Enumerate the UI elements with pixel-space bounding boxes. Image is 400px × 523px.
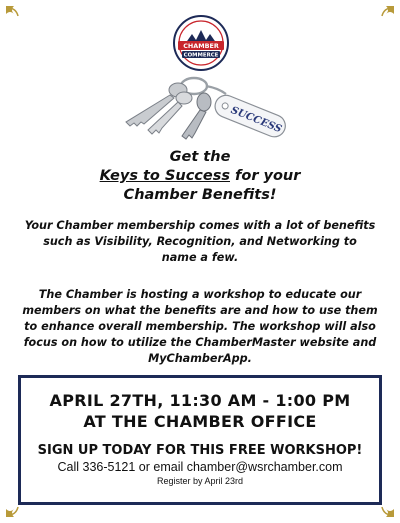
headline-line1: Get the [169, 149, 231, 165]
corner-fleur-icon [374, 4, 396, 26]
logo-text-commerce: COMMERCE [183, 52, 219, 59]
corner-fleur-icon [4, 4, 26, 26]
logo-text-chamber: CHAMBER [183, 42, 219, 51]
keytag-label: SUCCESS [229, 104, 284, 136]
event-location: AT THE CHAMBER OFFICE [83, 412, 317, 431]
intro-paragraph: Your Chamber membership comes with a lot of benefits such as Visibility, Recognition, and Networking to name a few. [24, 219, 376, 264]
headline-line3: Chamber Benefits! [123, 187, 277, 203]
signup-callout: SIGN UP TODAY FOR THIS FREE WORKSHOP! [37, 443, 363, 458]
headline-line2-rest: for your [230, 168, 301, 184]
workshop-paragraph: The Chamber is hosting a workshop to educate our members on what the benefits are and how to use them to enhance overall membership. The workshop will also focus on how to utilize the ChamberMaster website and MyChamberApp. [22, 288, 378, 365]
keys-illustration [108, 64, 298, 146]
event-info-box [18, 375, 382, 505]
contact-line: Call 336-5121 or email chamber@wsrchamber.com [57, 460, 343, 474]
event-datetime [21, 390, 379, 432]
headline-keys-to-success: Keys to Success [99, 168, 230, 184]
headline-line2 [0, 167, 400, 186]
headline [0, 148, 400, 205]
registration-deadline: Register by April 23rd [156, 476, 244, 486]
event-date-time: APRIL 27TH, 11:30 AM - 1:00 PM [49, 391, 351, 410]
